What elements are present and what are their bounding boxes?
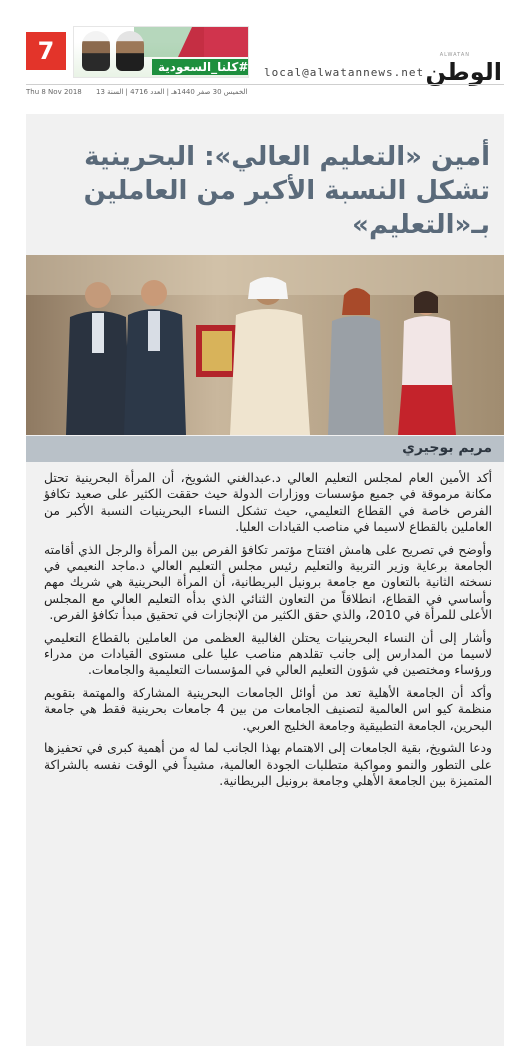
email-address: local@alwatannews.net bbox=[264, 66, 425, 79]
page-header bbox=[26, 14, 504, 98]
author-byline: مريم بوجيري bbox=[402, 440, 492, 456]
date-arabic: الخميس 30 صفر 1440هـ | العدد 4716 | السنة 13 bbox=[96, 88, 248, 96]
banner-hashtag: #كلنا_السعودية bbox=[152, 59, 249, 75]
article-body bbox=[44, 470, 492, 795]
body-paragraph: وأكد أن الجامعة الأهلية تعد من أوائل الجامعات البحرينية المشاركة والمهتمة بتقويم منظمة كيو اس العالمية لتصنيف الجامعات من بين 4 جامعات بحرينية فقط هي جامعة البحرين، الجامعة التطبيقية وجامعة الخليج العربي. bbox=[44, 685, 492, 733]
portrait-right bbox=[116, 31, 144, 71]
body-paragraph: ودعا الشويخ، بقية الجامعات إلى الاهتمام بهذا الجانب لما له من أهمية كبرى في تحفيزها على التطور والنمو ومواكبة متطلبات الجودة العالمية، مشيداً في الوقت نفسه بالشراكة المتميزة بين الجامعة الأهلي وجامعة برونيل البريطانية. bbox=[44, 741, 492, 788]
dateline bbox=[26, 84, 504, 96]
photo-illustration bbox=[26, 255, 504, 435]
byline-bar bbox=[26, 436, 504, 462]
body-paragraph: وأشار إلى أن النساء البحرينيات يحتلن الغالبية العظمى من العاملين بالقطاع التعليمي لاسيما من المدارس إلى جانب تقلدهم مناصب عليا على مستوى القيادات من مدراء ورؤساء ومختصين في شؤون التعليم العالي في المؤسسات التعليمية والجامعات. bbox=[44, 630, 492, 678]
logo-wordmark: الوطن bbox=[425, 58, 502, 86]
article-headline: أمين «التعليم العالي»: البحرينية تشكل النسبة الأكبر من العاملين بـ«التعليم» bbox=[83, 142, 490, 240]
article-photo bbox=[26, 255, 504, 435]
portrait-left bbox=[82, 31, 110, 71]
body-paragraph: أكد الأمين العام لمجلس التعليم العالي د.عبدالغني الشويخ، أن المرأة البحرينية تحتل مكانة مرموقة في جميع مؤسسات ووزارات الدولة حيث حققت الكثير على صعيد تكافؤ الفرص خاصة في القطاع التعليمي، حيث تشكل النساء البحرينيات النسبة الأكبر من العاملين بالقطاع لاسيما في مناصب القيادات العليا. bbox=[44, 471, 492, 535]
campaign-banner bbox=[73, 26, 249, 78]
page-number-badge: 7 bbox=[26, 32, 66, 70]
logo-subtitle: ALWATAN bbox=[439, 52, 470, 58]
newspaper-logo bbox=[425, 52, 503, 86]
body-paragraph: وأوضح في تصريح على هامش افتتاح مؤتمر تكافؤ الفرص بين المرأة والرجل الذي أقامته الجامعة برعاية وزير التربية والتعليم رئيس مجلس التعليم العالي د.ماجد النعيمي في نسخته الثانية بالتعاون مع جامعة برونيل البريطانية، أن المرأة البحرينية هي شريك مهم وأساسي في القطاع، انطلاقاً من التعاون الثنائي الذي بدأه التعليم العالي مع المجلس الأعلى للمرأة في 2010، والذي حقق الكثير من الإنجازات في تحقيق مبدأ تكافؤ الفرص. bbox=[44, 542, 492, 623]
article-card bbox=[26, 114, 504, 1046]
date-english: Thu 8 Nov 2018 bbox=[26, 88, 82, 96]
newspaper-page bbox=[26, 14, 504, 1046]
